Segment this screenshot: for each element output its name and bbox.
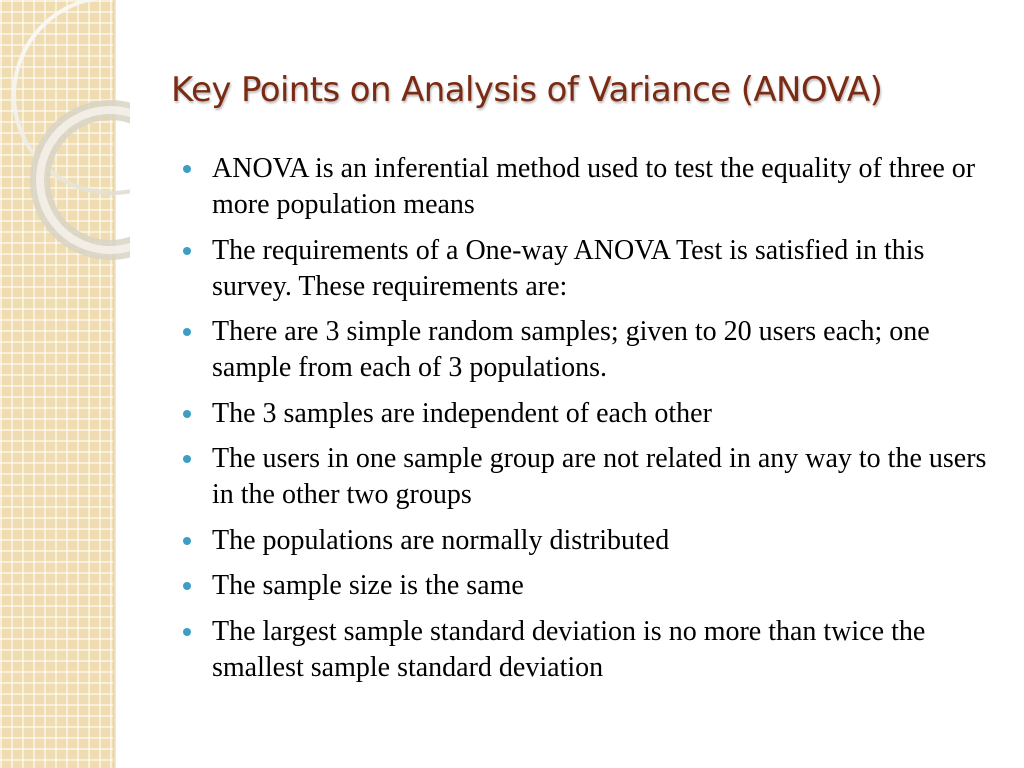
bullet-item (212, 614, 1002, 686)
bullet-icon (183, 582, 191, 590)
bullet-text: ANOVA is an inferential method used to test the equality of three or more population means (212, 153, 976, 220)
bullet-item (212, 314, 1002, 386)
bullet-icon (183, 165, 191, 173)
bullet-text: There are 3 simple random samples; given to 20 users each; one sample from each of 3 populations. (212, 316, 930, 383)
bullet-text: The sample size is the same (212, 570, 524, 601)
bullet-text: The largest sample standard deviation is no more than twice the smallest sample standard deviation (212, 615, 926, 683)
bullet-icon (183, 247, 191, 255)
bullet-icon (183, 455, 191, 463)
bullet-icon (183, 328, 191, 336)
bullet-text: The users in one sample group are not related in any way to the users in the other two groups (212, 443, 987, 510)
bullet-item (212, 151, 1002, 223)
bullet-icon (183, 410, 191, 418)
bullet-text: The populations are normally distributed (212, 524, 670, 556)
lower-ring (40, 110, 130, 250)
bullet-item (212, 396, 1002, 432)
bullet-item (212, 568, 1002, 604)
bullet-list (212, 151, 1002, 695)
bullet-item (212, 233, 1002, 305)
upper-ring (14, 0, 130, 193)
bullet-icon (183, 537, 191, 545)
bullet-item (212, 441, 1002, 513)
bullet-text: The requirements of a One-way ANOVA Test is satisfied in this survey. These requirements are: (212, 234, 925, 302)
bullet-icon (183, 628, 191, 636)
bullet-text: The 3 samples are independent of each other (212, 397, 712, 429)
decorative-rings (0, 0, 130, 300)
bullet-item (212, 523, 1002, 559)
slide-title: Key Points on Analysis of Variance (ANOVA) (171, 70, 883, 110)
